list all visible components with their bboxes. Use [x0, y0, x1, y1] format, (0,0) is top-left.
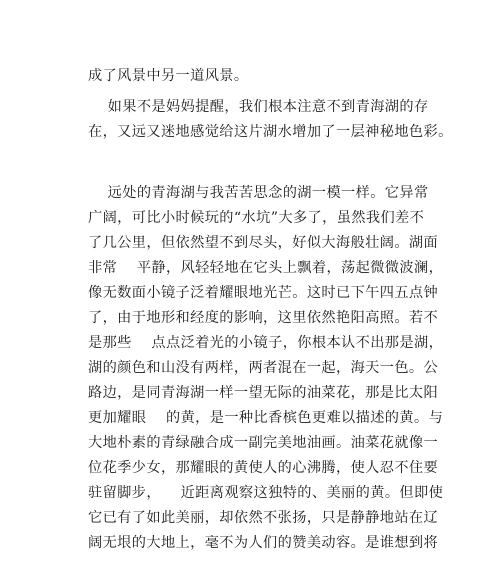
- text-line: 阔无垠的大地上，毫不为人们的赞美动容。是谁想到将: [88, 535, 439, 551]
- text-line: 了几公里，但依然望不到尽头，好似大海般壮阔。湖面: [88, 235, 439, 251]
- text-line: 大地朴素的青绿融合成一副完美地油画。油菜花就像一: [88, 435, 439, 451]
- text-line: 远处的青海湖与我苦苦思念的湖一模一样。它异常: [88, 185, 429, 201]
- text-line: 了，由于地形和经度的影响，这里依然艳阳高照。若不: [88, 310, 439, 326]
- text-line: 是那些 点点泛着光的小镜子，你根本认不出那是湖，: [88, 335, 444, 351]
- text-line: 位花季少女，那耀眼的黄使人的心沸腾，使人忍不住要: [88, 460, 439, 476]
- text-line: 成了风景中另一道风景。: [88, 68, 249, 84]
- text-line: 路边，是同青海湖一样一望无际的油菜花，那是比太阳: [88, 385, 439, 401]
- text-line: 广阔，可比小时候玩的“水坑”大多了，虽然我们差不: [88, 210, 425, 226]
- text-line: 非常 平静，风轻轻地在它头上飘着，荡起微微波澜，: [88, 260, 444, 276]
- text-line: 驻留脚步， 近距离观察这独特的、美丽的黄。但即使: [88, 485, 444, 501]
- text-line: 湖的颜色和山没有两样，两者混在一起，海天一色。公: [88, 360, 439, 376]
- text-line: 如果不是妈妈提醒，我们根本注意不到青海湖的存: [88, 99, 429, 115]
- text-line: 它已有了如此美丽，却依然不张扬，只是静静地站在辽: [88, 510, 439, 526]
- text-line: 像无数面小镜子泛着耀眼地光芒。这时已下午四五点钟: [88, 285, 439, 301]
- text-line: 更加耀眼 的黄，是一种比香槟色更难以描述的黄。与: [88, 410, 444, 426]
- text-line: 在，又远又迷地感觉给这片湖水增加了一层神秘地色彩。: [88, 124, 453, 140]
